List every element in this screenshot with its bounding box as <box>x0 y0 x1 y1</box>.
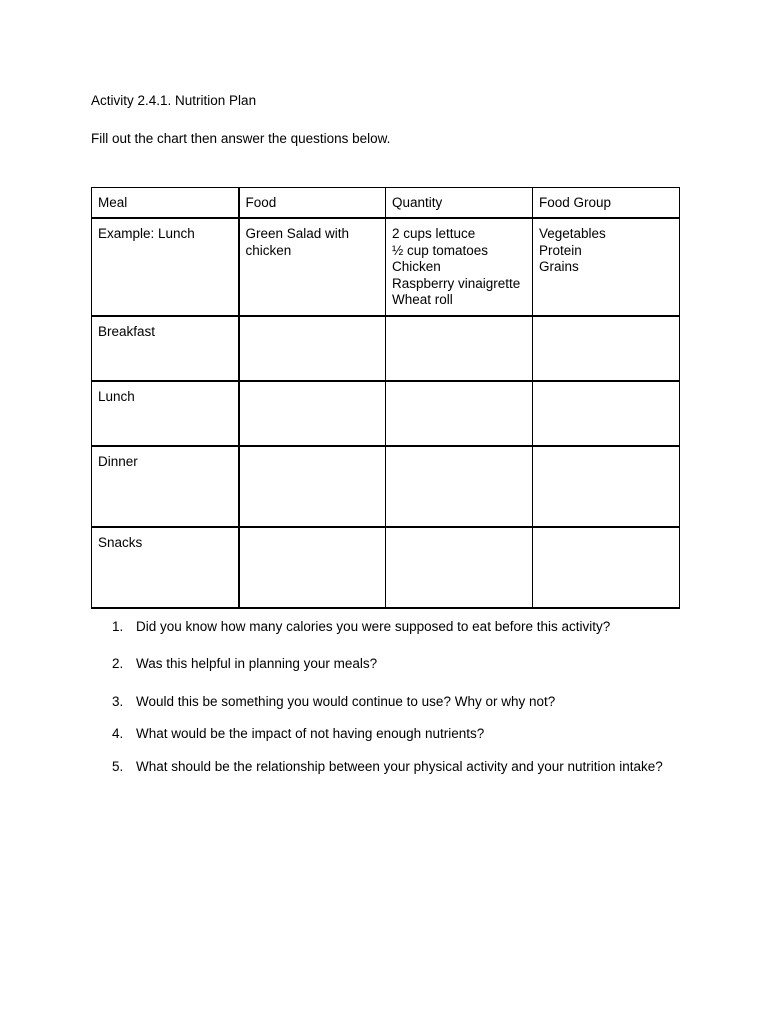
question-text: Did you know how many calories you were supposed to eat before this activity? <box>136 619 611 634</box>
lunch-food-cell[interactable] <box>239 381 386 446</box>
example-food-cell <box>239 218 386 316</box>
example-meal: Example: Lunch <box>98 226 195 241</box>
example-food-line: chicken <box>245 242 292 258</box>
example-food-line: Green Salad with <box>245 226 350 241</box>
question-item <box>91 656 731 672</box>
question-number: 3. <box>112 694 124 709</box>
dinner-quantity-cell[interactable] <box>386 446 533 527</box>
table-header-row <box>92 188 680 219</box>
document-title: Activity 2.4.1. Nutrition Plan <box>91 93 257 108</box>
question-text: What would be the impact of not having enough nutrients? <box>136 726 485 741</box>
example-quantity-line: Raspberry vinaigrette <box>392 275 521 291</box>
meal-label-lunch: Lunch <box>92 381 239 446</box>
example-food-group-line: Grains <box>539 259 579 274</box>
table-row-snacks <box>92 527 680 608</box>
header-meal: Meal <box>92 188 239 219</box>
example-quantity-line: Wheat roll <box>392 292 453 307</box>
meal-label-dinner: Dinner <box>92 446 239 527</box>
question-number: 5. <box>112 759 124 774</box>
example-quantity-line: ½ cup tomatoes <box>392 242 489 258</box>
example-food-group-line: Protein <box>539 242 582 258</box>
example-quantity-line: Chicken <box>392 259 441 274</box>
example-food-group-cell <box>533 218 680 316</box>
nutrition-plan-table <box>91 187 680 609</box>
header-food: Food <box>239 188 386 219</box>
question-text: Was this helpful in planning your meals? <box>136 656 378 671</box>
header-food-group: Food Group <box>533 188 680 219</box>
table-row-lunch <box>92 381 680 446</box>
question-text: Would this be something you would continue to use? Why or why not? <box>136 694 556 709</box>
question-item <box>91 619 731 635</box>
snacks-quantity-cell[interactable] <box>386 527 533 608</box>
meal-label-breakfast: Breakfast <box>92 316 239 381</box>
instructions-text: Fill out the chart then answer the questions below. <box>91 131 391 146</box>
meal-label-snacks: Snacks <box>92 527 239 608</box>
question-item <box>91 726 731 742</box>
breakfast-food-group-cell[interactable] <box>533 316 680 381</box>
snacks-food-cell[interactable] <box>239 527 386 608</box>
table-row-breakfast <box>92 316 680 381</box>
question-item <box>91 759 731 775</box>
question-list <box>91 619 731 775</box>
question-number: 1. <box>112 619 124 634</box>
header-quantity: Quantity <box>386 188 533 219</box>
question-number: 4. <box>112 726 124 741</box>
lunch-food-group-cell[interactable] <box>533 381 680 446</box>
example-food-group-line: Vegetables <box>539 226 606 241</box>
dinner-food-cell[interactable] <box>239 446 386 527</box>
example-quantity-cell <box>386 218 533 316</box>
lunch-quantity-cell[interactable] <box>386 381 533 446</box>
question-item <box>91 694 731 710</box>
dinner-food-group-cell[interactable] <box>533 446 680 527</box>
example-meal-cell <box>92 218 239 316</box>
snacks-food-group-cell[interactable] <box>533 527 680 608</box>
breakfast-food-cell[interactable] <box>239 316 386 381</box>
question-text: What should be the relationship between your physical activity and your nutrition intake? <box>136 759 663 774</box>
question-number: 2. <box>112 656 124 671</box>
breakfast-quantity-cell[interactable] <box>386 316 533 381</box>
example-quantity-line: 2 cups lettuce <box>392 226 476 241</box>
table-row-dinner <box>92 446 680 527</box>
table-row-example <box>92 218 680 316</box>
